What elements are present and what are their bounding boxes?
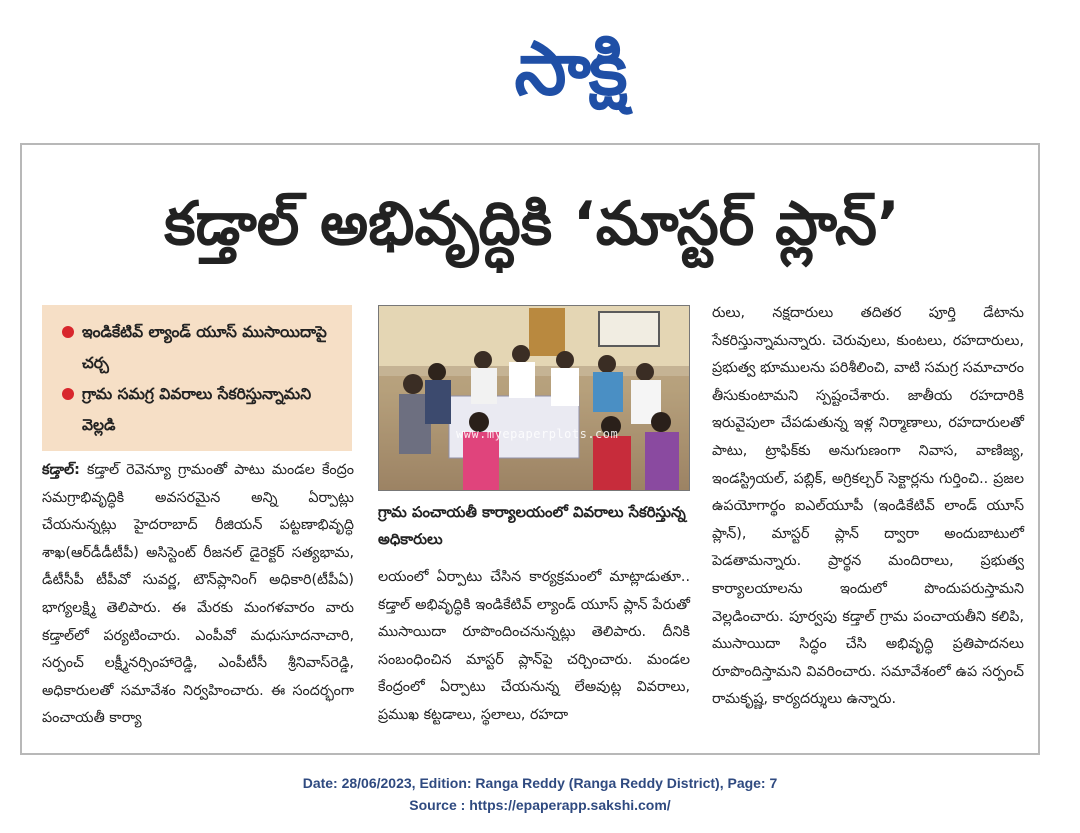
- article-headline: కడ్తాల్ అభివృద్ధికి ‘మాస్టర్ ప్లాన్’: [164, 189, 900, 259]
- news-clipping: [20, 143, 1040, 755]
- highlight-item: [60, 317, 342, 379]
- highlights-box: [42, 305, 352, 451]
- photo-watermark: www.myepaperplots.com: [456, 427, 619, 441]
- article-column-2: [378, 564, 690, 730]
- source-line: Source : https://epaperapp.sakshi.com/: [409, 797, 671, 813]
- highlight-item: [60, 379, 342, 441]
- date-edition-line: Date: 28/06/2023, Edition: Ranga Reddy (Ranga Reddy District), Page: 7: [302, 775, 778, 791]
- highlight-text: ఇండికేటివ్ ల్యాండ్ యూస్ ముసాయిదాపై చర్చ: [82, 323, 327, 372]
- photo-caption: గ్రామ పంచాయతీ కార్యాలయంలో వివరాలు సేకరిస్తున్న అధికారులు: [378, 504, 686, 548]
- highlight-text: గ్రామ సమగ్ర వివరాలు సేకరిస్తున్నామని వెల్లడి: [82, 385, 312, 434]
- dateline: కడ్తాల్:: [42, 462, 80, 478]
- column-2-text: లయంలో ఏర్పాటు చేసిన కార్యక్రమంలో మాట్లాడుతూ.. కడ్తాల్ అభివృద్ధికి ఇండికేటివ్ ల్యాండ్ యూస్ ప్లాన్ పేరుతో ముసాయిదా రూపొందించనున్నట్లు తెలిపారు. దీనికి సంబంధించిన మాస్టర్ ప్లాన్‌పై చర్చించారు. మండల కేంద్రంలో ఏర్పాటు చేయనున్న లేఅవుట్ల వివరాలు, ప్రముఖ కట్టడాలు, స్థలాలు, రహదా: [378, 569, 690, 723]
- column-1-text: కడ్తాల్ రెవెన్యూ గ్రామంతో పాటు మండల కేంద్రం సమగ్రాభివృద్ధికి అవసరమైన అన్ని ఏర్పాట్లు చేయనున్నట్లు హైదరాబాద్ రీజియన్ పట్టణాభివృద్ధి శాఖ(ఆర్‌డీడీటీపీ) అసిస్టెంట్ రీజనల్ డైరెక్టర్ సత్యభామ, డీటీసీపీ టీపీవో సువర్ణ, టౌన్‌ప్లానింగ్ అధికారి(టీపీఏ) భాగ్యలక్ష్మి తెలిపారు. ఈ మేరకు మంగళవారం వారు కడ్తాల్‌లో పర్యటించారు. ఎంపీవో మధుసూదనాచారి, సర్పంచ్ లక్ష్మీనర్సింహారెడ్డి, ఎంపీటీసీ శ్రీనివాస్‌రెడ్డి, అధికారులతో సమావేశం నిర్వహించారు. ఈ సందర్భంగా పంచాయతీ కార్యా: [42, 462, 355, 727]
- article-column-3: [712, 300, 1024, 714]
- sakshi-logo: సాక్షి: [514, 26, 626, 112]
- bullet-icon: [62, 326, 74, 338]
- clipping-footer: [0, 772, 1080, 816]
- article-column-1: [42, 457, 354, 733]
- column-3-text: రులు, నక్షదారులు తదితర పూర్తి డేటాను సేకరిస్తున్నామన్నారు. చెరువులు, కుంటలు, రహదారులు, ప్రభుత్వ భూములను పరిశీలించి, వాటి సమగ్ర సమాచారం తీసుకుంటామని స్పష్టంచేశారు. జాతీయ రహదారికి ఇరువైపులా చేపడుతున్న ఇళ్ల నిర్మాణాలు, రహదారులతో పాటు, ట్రాఫిక్‌కు అనుగుణంగా నివాస, వాణిజ్య, ఇండస్ట్రియల్, పబ్లిక్, అగ్రికల్చర్ సెక్టార్లను గుర్తించి.. ప్రజల ఉపయోగార్థం ఐఎల్‌యూపీ (ఇండికేటివ్ లాండ్ యూస్ ప్లాన్), మాస్టర్ ప్లాన్ ద్వారా అందుబాటులో పెడతామన్నారు. ప్రార్థన మందిరాలు, ప్రభుత్వ కార్యాలయాలను ఇందులో పొందుపరుస్తామని వెల్లడించారు. పూర్వపు కడ్తాల్ గ్రామ పంచాయతీని కలిపి, ముసాయిదా సిద్ధం చేసి అభివృద్ధి ప్రతిపాదనలు రూపొందిస్తామని వివరించారు. సమావేశంలో ఉప సర్పంచ్ రామకృష్ణ, కార్యదర్శులు ఉన్నారు.: [712, 305, 1024, 708]
- article-photo: [378, 305, 690, 491]
- bullet-icon: [62, 388, 74, 400]
